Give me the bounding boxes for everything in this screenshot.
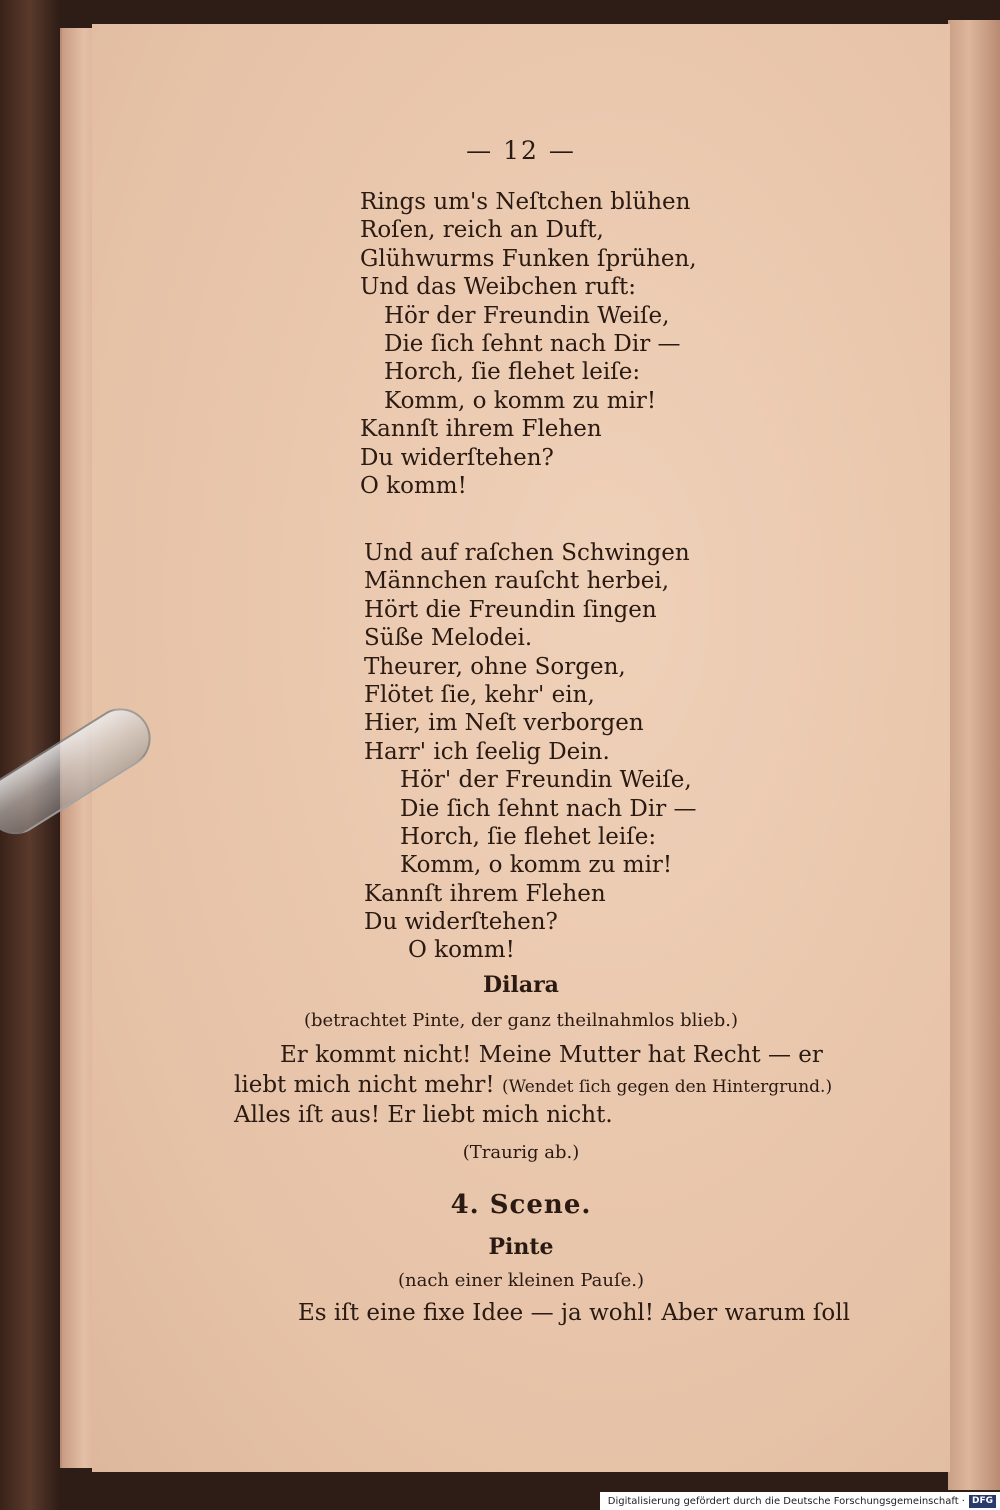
verse-line: Kannſt ihrem Flehen xyxy=(360,416,602,443)
verse-line: Du widerſtehen? xyxy=(360,444,554,471)
verse-line: Flötet ſie, kehr' ein, xyxy=(364,681,595,708)
verse-stanza-2 xyxy=(364,539,697,965)
verse-line: Die ſich ſehnt nach Dir — xyxy=(400,795,697,822)
speaker-name-pinte: Pinte xyxy=(488,1234,554,1260)
stage-direction-inline: (Wendet ſich gegen den Hintergrund.) xyxy=(501,1077,833,1097)
dfg-logo: DFG xyxy=(969,1495,996,1508)
stage-direction: (Traurig ab.) xyxy=(462,1142,580,1163)
scene-heading: 4. Scene. xyxy=(450,1190,592,1220)
verse-line: Glühwurms Funken ſprühen, xyxy=(360,245,697,272)
verse-line: Harr' ich ſeelig Dein. xyxy=(364,738,610,765)
dialogue-text: liebt mich nicht mehr! xyxy=(234,1072,495,1098)
verse-line: Männchen rauſcht herbei, xyxy=(364,568,670,595)
page-stack-right-edge xyxy=(948,20,1000,1490)
verse-line: Rings um's Neſtchen blühen xyxy=(360,189,691,215)
dialogue-pinte xyxy=(298,1298,948,1328)
verse-line: Komm, o komm zu mir! xyxy=(400,852,673,879)
verse-line: Du widerſtehen? xyxy=(364,909,558,936)
verse-line: Und das Weibchen ruft: xyxy=(360,274,636,301)
verse-line: Horch, ſie flehet leiſe: xyxy=(384,359,641,386)
verse-line: Und auf raſchen Schwingen xyxy=(364,540,690,566)
verse-line: O komm! xyxy=(408,937,515,964)
verse-line: Süße Melodei. xyxy=(364,625,533,652)
verse-line: Theurer, ohne Sorgen, xyxy=(364,653,626,680)
dialogue-line: Alles iſt aus! Er liebt mich nicht. xyxy=(234,1102,613,1128)
verse-line: Hier, im Neſt verborgen xyxy=(364,710,644,737)
verse-line: Hör der Freundin Weiſe, xyxy=(384,302,670,329)
verse-line: Hör' der Freundin Weiſe, xyxy=(400,767,692,794)
digitization-footer xyxy=(600,1492,1000,1510)
stage-direction: (nach einer kleinen Pauſe.) xyxy=(397,1270,645,1291)
verse-line: Komm, o komm zu mir! xyxy=(384,387,657,414)
verse-line: O komm! xyxy=(360,472,467,499)
verse-line: Horch, ſie flehet leiſe: xyxy=(400,823,657,850)
book-page xyxy=(92,24,950,1472)
verse-line: Kannſt ihrem Flehen xyxy=(364,880,606,907)
verse-line: Roſen, reich an Duft, xyxy=(360,217,604,244)
speaker-name-dilara: Dilara xyxy=(483,972,559,998)
dialogue-dilara xyxy=(234,1040,884,1130)
dialogue-line: Es iſt eine fixe Idee — ja wohl! Aber warum ſoll xyxy=(298,1300,850,1326)
stage-direction: (betrachtet Pinte, der ganz theilnahmlos blieb.) xyxy=(303,1010,739,1031)
footer-credit-text: Digitalisierung gefördert durch die Deutsche Forschungsgemeinschaft · xyxy=(607,1495,965,1507)
verse-stanza-1 xyxy=(360,188,697,500)
page-number: — 12 — xyxy=(466,136,576,165)
verse-line: Die ſich ſehnt nach Dir — xyxy=(384,330,681,357)
dialogue-line: Er kommt nicht! Meine Mutter hat Recht — er xyxy=(280,1042,823,1068)
verse-line: Hört die Freundin ſingen xyxy=(364,596,657,623)
dialogue-line xyxy=(234,1070,884,1100)
